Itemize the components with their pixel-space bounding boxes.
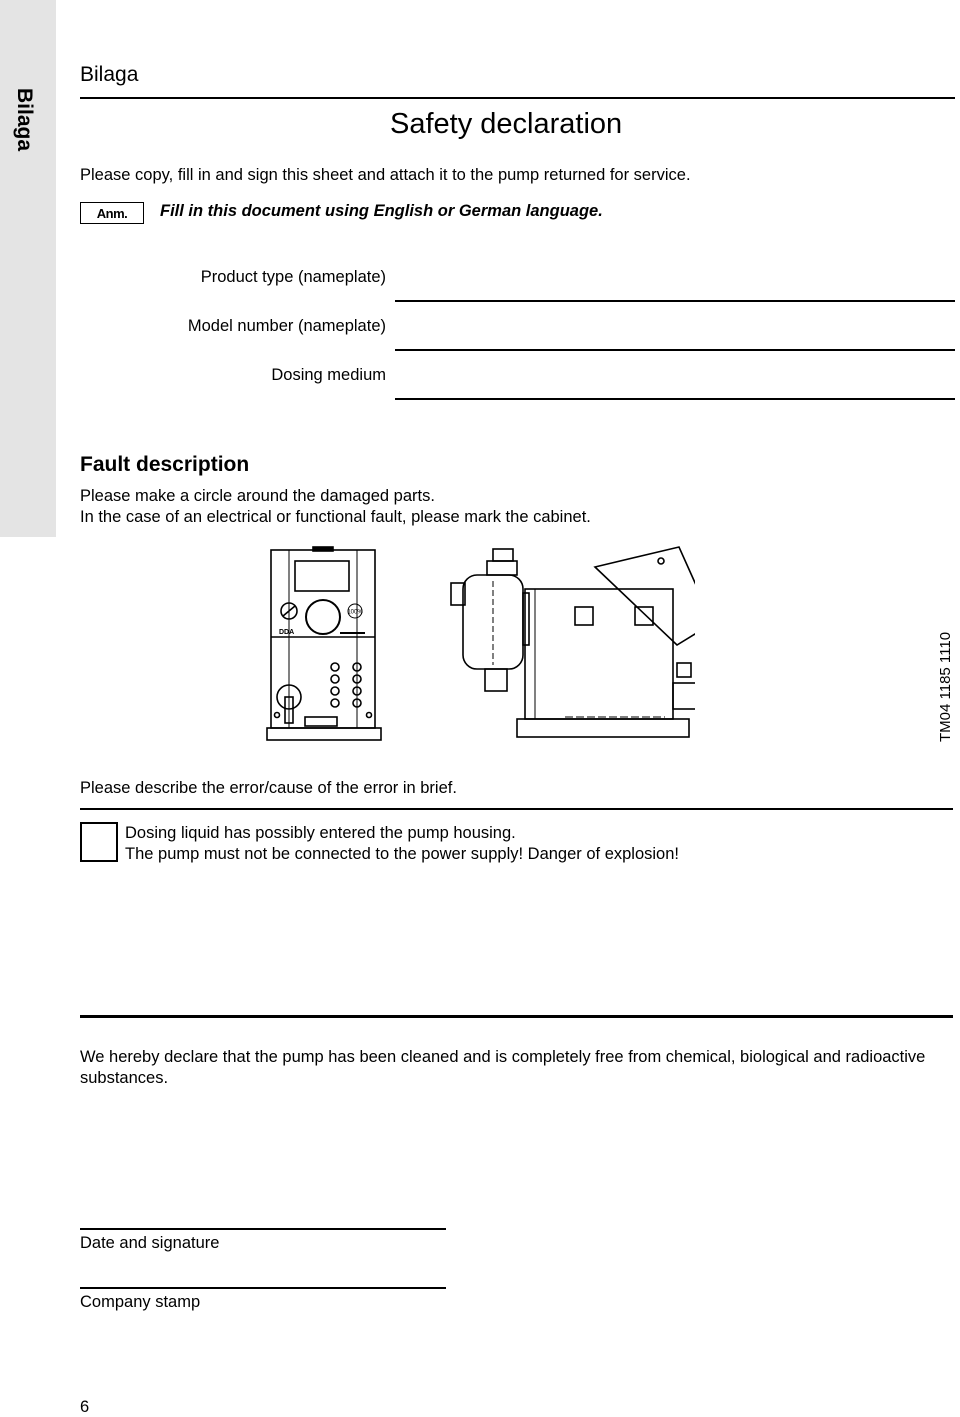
warning-line-1: Dosing liquid has possibly entered the pump housing. (125, 824, 516, 842)
drawing-code: TM04 1185 1110 (937, 631, 954, 742)
fault-instruction-1: Please make a circle around the damaged parts. (80, 487, 435, 505)
page-title: Safety declaration (390, 108, 623, 140)
dosing-medium-field[interactable] (395, 398, 955, 400)
prompt-rule (80, 808, 953, 810)
note-tag: Anm. (80, 202, 144, 224)
product-type-label: Product type (nameplate) (200, 268, 386, 286)
warning-line-2: The pump must not be connected to the power supply! Danger of explosion! (125, 845, 679, 863)
company-stamp-label: Company stamp (80, 1293, 201, 1311)
pump-side-view[interactable] (451, 547, 695, 737)
describe-prompt: Please describe the error/cause of the error in brief. (80, 779, 457, 797)
date-signature-label: Date and signature (80, 1234, 220, 1252)
header-rule (80, 97, 955, 99)
front-percent-label: 100% (347, 609, 363, 616)
pump-front-view[interactable] (267, 547, 381, 740)
stamp-field[interactable] (80, 1287, 446, 1289)
dosing-medium-label: Dosing medium (271, 366, 386, 384)
note-text: Fill in this document using English or German language. (160, 202, 603, 220)
product-type-field[interactable] (395, 300, 955, 302)
section-label: Bilaga (80, 63, 139, 86)
fault-instruction-2: In the case of an electrical or functional fault, please mark the cabinet. (80, 508, 591, 526)
model-number-field[interactable] (395, 349, 955, 351)
error-description-field[interactable] (80, 1015, 953, 1018)
front-brand-label: DDA (279, 629, 295, 636)
signature-field[interactable] (80, 1228, 446, 1230)
model-number-label: Model number (nameplate) (187, 317, 386, 335)
declaration-text: We hereby declare that the pump has been cleaned and is completely free from chemical, biological and radioactive substances. (80, 1048, 926, 1087)
fault-heading: Fault description (80, 453, 250, 476)
instruction-text: Please copy, fill in and sign this sheet and attach it to the pump returned for service. (80, 166, 691, 184)
housing-contamination-checkbox[interactable] (80, 822, 118, 862)
side-tab-label: Bilaga (13, 88, 36, 152)
page-number: 6 (80, 1398, 90, 1416)
pump-illustration[interactable] (265, 545, 695, 745)
